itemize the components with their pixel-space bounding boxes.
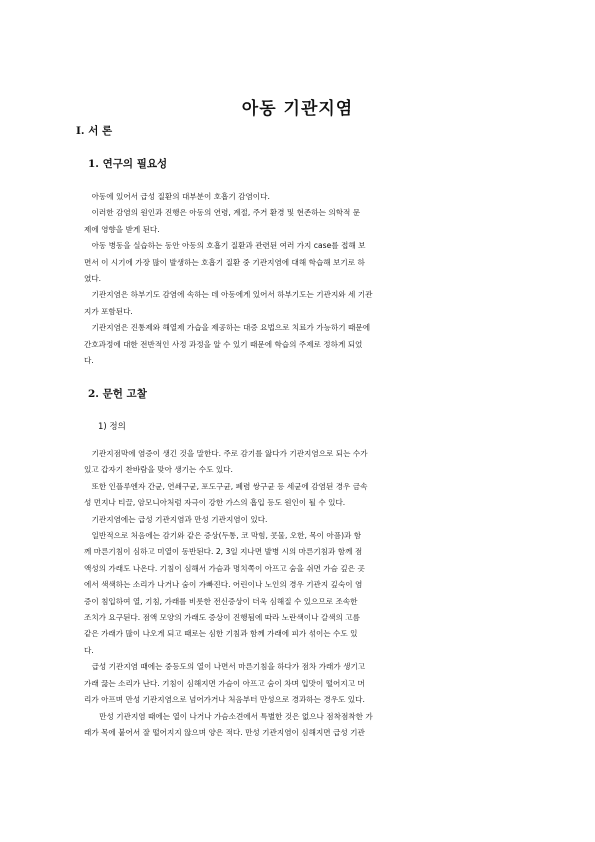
text-line: 있고 갑자기 찬바람을 맞아 생기는 수도 있다. <box>84 465 233 475</box>
review-paragraph <box>84 709 512 742</box>
text-line: 만성 기관지염 때에는 열이 나거나 가슴소견에서 특별한 것은 없으나 점착점착한 가 <box>84 711 373 721</box>
text-line: 일반적으로 처음에는 감기와 같은 증상(두통, 코 막힘, 콧물, 오한, 목이 아픔)과 함 <box>84 531 362 541</box>
text-line: 제에 영향을 받게 된다. <box>84 224 160 234</box>
text-line: 조치가 요구된다. 점액 모양의 가래도 증상이 진행됨에 따라 노란색이나 갈색의 고름 <box>84 613 360 623</box>
text-line: 기관지점막에 염증이 생긴 것을 말한다. 주로 감기를 앓다가 기관지염으로 되는 수가 <box>84 449 368 458</box>
intro-paragraph <box>84 238 512 287</box>
intro-section-body <box>84 189 512 369</box>
review-paragraph <box>84 512 512 528</box>
text-line: 성 먼지나 티끌, 암모니아처럼 자극이 강한 가스의 흡입 등도 원인이 될 수 있다. <box>84 498 346 508</box>
text-line: 간호과정에 대한 전반적인 사정 과정을 알 수 있기 때문에 학습의 주제로 정하게 되었 <box>84 339 363 349</box>
review-paragraph <box>84 446 512 479</box>
text-line: 기관지염은 진통제와 해열제 가습을 제공하는 대증 요법으로 치료가 가능하기 때문에 <box>84 323 371 333</box>
review-paragraph <box>84 479 512 512</box>
document-title: 아동 기관지염 <box>241 99 354 119</box>
intro-paragraph <box>84 205 512 238</box>
text-line: 이러한 감염의 원인과 진행은 아동의 연령, 계절, 주거 환경 및 현존하는 의학적 문 <box>84 208 361 218</box>
text-line: 아동 병동을 실습하는 동안 아동의 호흡기 질환과 관련된 여러 가지 case를 접해 보 <box>84 241 366 251</box>
intro-paragraph <box>84 189 512 205</box>
text-line: 또한 인플루엔자 간균, 연쇄구균, 포도구균, 폐렴 쌍구균 등 세균에 감염된 경우 금속 <box>84 481 368 491</box>
text-line: 기관지염은 하부기도 감염에 속하는 데 아동에게 있어서 하부기도는 기관지와 세 기관 <box>84 290 373 300</box>
text-line: 증이 침입하여 열, 기침, 가래를 비롯한 전신증상이 더욱 심해질 수 있으므로 조속한 <box>84 596 358 606</box>
text-line: 면서 이 시기에 가장 많이 발생하는 호흡기 질환 중 기관지염에 대해 학습해 보기로 하 <box>84 257 365 267</box>
intro-paragraph <box>84 287 512 320</box>
text-line: 였다. <box>84 274 102 284</box>
subsection-heading-literature-review: 2. 문헌 고찰 <box>88 388 147 400</box>
text-line: 급성 기관지염 때에는 중등도의 열이 나면서 마른기침을 하다가 점차 가래가 생기고 <box>84 662 366 672</box>
text-line: 다. <box>84 356 94 366</box>
review-paragraph <box>84 659 512 708</box>
text-line: 다. <box>84 645 94 655</box>
text-line: 같은 가래가 많이 나오게 되고 때로는 심한 기침과 함께 가래에 피가 섞이는 수도 있 <box>84 629 358 639</box>
text-line: 께 마른기침이 심하고 미열이 동반된다. 2, 3일 지나면 발병 시의 마른기침과 함께 점 <box>84 547 363 557</box>
definition-heading: 1) 정의 <box>98 422 126 432</box>
text-line: 래가 목에 붙어서 잘 떨어지지 않으며 양은 적다. 만성 기관지염이 심해지면 급성 기관 <box>84 727 365 737</box>
text-line: 에서 색색하는 소리가 나거나 숨이 가빠진다. 어린이나 노인의 경우 기관지 깊숙이 염 <box>84 580 363 590</box>
review-section-body <box>84 446 512 741</box>
text-line: 리가 아프며 만성 기관지염으로 넘어가거나 처음부터 만성으로 경과하는 경우도 있다. <box>84 695 365 705</box>
review-paragraph <box>84 528 512 659</box>
subsection-heading-necessity: 1. 연구의 필요성 <box>88 158 168 170</box>
text-line: 기관지염에는 급성 기관지염과 만성 기관지염이 있다. <box>84 514 268 524</box>
text-line: 아동에 있어서 급성 질환의 대부분이 호흡기 감염이다. <box>84 192 270 201</box>
section-heading-introduction: Ⅰ. 서 론 <box>76 125 113 137</box>
intro-paragraph <box>84 320 512 369</box>
text-line: 가래 끓는 소리가 난다. 기침이 심해지면 가슴이 아프고 숨이 차며 입맛이 떨어지고 머 <box>84 678 365 688</box>
text-line: 액성의 가래도 나온다. 기침이 심해서 가슴과 명치쪽이 아프고 숨을 쉬면 가슴 깊은 곳 <box>84 563 365 573</box>
text-line: 지가 포함된다. <box>84 306 133 316</box>
